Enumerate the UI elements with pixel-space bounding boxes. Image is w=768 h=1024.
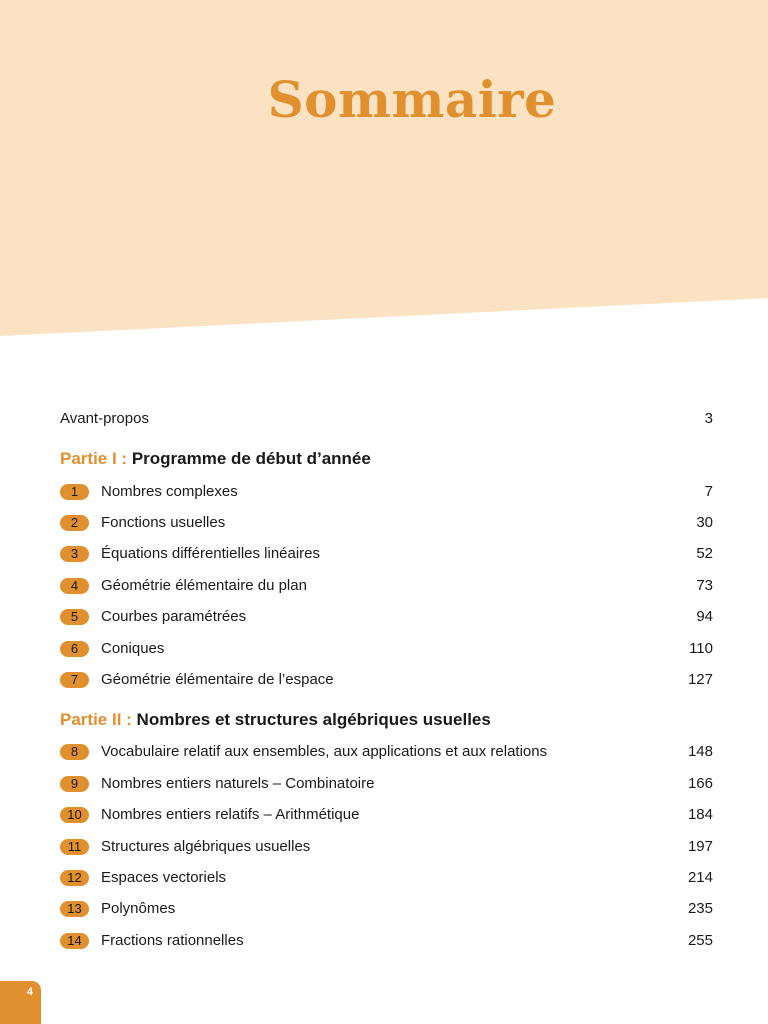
toc-chapter-11[interactable]	[60, 836, 713, 858]
chapter-title: Nombres entiers relatifs – Arithmétique	[101, 806, 360, 823]
chapter-number-badge: 3	[60, 546, 89, 562]
chapter-page: 52	[696, 545, 713, 562]
chapter-number-badge: 2	[60, 515, 89, 531]
chapter-page: 184	[687, 806, 713, 823]
part-heading-2	[60, 707, 491, 733]
chapter-page: 166	[687, 775, 713, 792]
chapter-title: Courbes paramétrées	[101, 608, 247, 625]
chapter-title: Géométrie élémentaire de l’espace	[101, 671, 334, 688]
part-label: Partie I :	[60, 449, 128, 468]
chapter-title: Structures algébriques usuelles	[101, 838, 311, 855]
chapter-number-badge: 14	[60, 933, 89, 949]
chapter-title: Polynômes	[101, 900, 176, 917]
chapter-title: Coniques	[101, 640, 165, 657]
chapter-page: 7	[704, 483, 713, 500]
header-band	[0, 0, 768, 340]
toc-chapter-10[interactable]	[60, 804, 713, 826]
chapter-number-badge: 10	[60, 807, 89, 823]
chapter-number-badge: 1	[60, 484, 89, 500]
chapter-page: 255	[687, 932, 713, 949]
toc-chapter-1[interactable]	[60, 481, 713, 503]
chapter-title: Équations différentielles linéaires	[101, 545, 321, 562]
page-title: Sommaire	[267, 70, 557, 129]
part-title: Nombres et structures algébriques usuelles	[136, 710, 491, 729]
toc-chapter-13[interactable]	[60, 898, 713, 920]
chapter-number-badge: 8	[60, 744, 89, 760]
chapter-page: 127	[687, 671, 713, 688]
toc-entry-label: Avant-propos	[60, 410, 149, 427]
chapter-title: Fonctions usuelles	[101, 514, 226, 531]
toc-chapter-14[interactable]	[60, 930, 713, 952]
chapter-page: 197	[687, 838, 713, 855]
chapter-page: 73	[696, 577, 713, 594]
toc-entry-page: 3	[704, 410, 713, 427]
toc-chapter-5[interactable]	[60, 606, 713, 628]
chapter-number-badge: 12	[60, 870, 89, 886]
part-label: Partie II :	[60, 710, 132, 729]
part-heading-1	[60, 446, 371, 472]
toc-chapter-7[interactable]	[60, 669, 713, 691]
chapter-page: 30	[696, 514, 713, 531]
toc-chapter-2[interactable]	[60, 512, 713, 534]
toc-chapter-6[interactable]	[60, 638, 713, 660]
chapter-number-badge: 13	[60, 901, 89, 917]
chapter-number-badge: 4	[60, 578, 89, 594]
toc-chapter-9[interactable]	[60, 773, 713, 795]
chapter-title: Espaces vectoriels	[101, 869, 227, 886]
page-number-tab	[0, 981, 41, 1024]
chapter-number-badge: 6	[60, 641, 89, 657]
toc-entry-foreword[interactable]	[60, 408, 713, 430]
toc-chapter-12[interactable]	[60, 867, 713, 889]
chapter-page: 148	[687, 743, 713, 760]
chapter-number-badge: 9	[60, 776, 89, 792]
chapter-number-badge: 7	[60, 672, 89, 688]
chapter-page: 110	[689, 640, 713, 657]
chapter-page: 214	[687, 869, 713, 886]
chapter-number-badge: 5	[60, 609, 89, 625]
chapter-title: Géométrie élémentaire du plan	[101, 577, 307, 594]
chapter-number-badge: 11	[60, 839, 89, 855]
chapter-page: 235	[687, 900, 713, 917]
page-number: 4	[26, 986, 33, 998]
chapter-title: Nombres entiers naturels – Combinatoire	[101, 775, 375, 792]
chapter-title: Vocabulaire relatif aux ensembles, aux applications et aux relations	[101, 743, 548, 760]
chapter-title: Nombres complexes	[101, 483, 238, 500]
chapter-title: Fractions rationnelles	[101, 932, 244, 949]
toc-chapter-8[interactable]	[60, 741, 713, 763]
toc-chapter-3[interactable]	[60, 543, 713, 565]
part-title: Programme de début d’année	[131, 449, 371, 468]
chapter-page: 94	[696, 608, 713, 625]
header-band-shape	[0, 0, 768, 336]
toc-chapter-4[interactable]	[60, 575, 713, 597]
